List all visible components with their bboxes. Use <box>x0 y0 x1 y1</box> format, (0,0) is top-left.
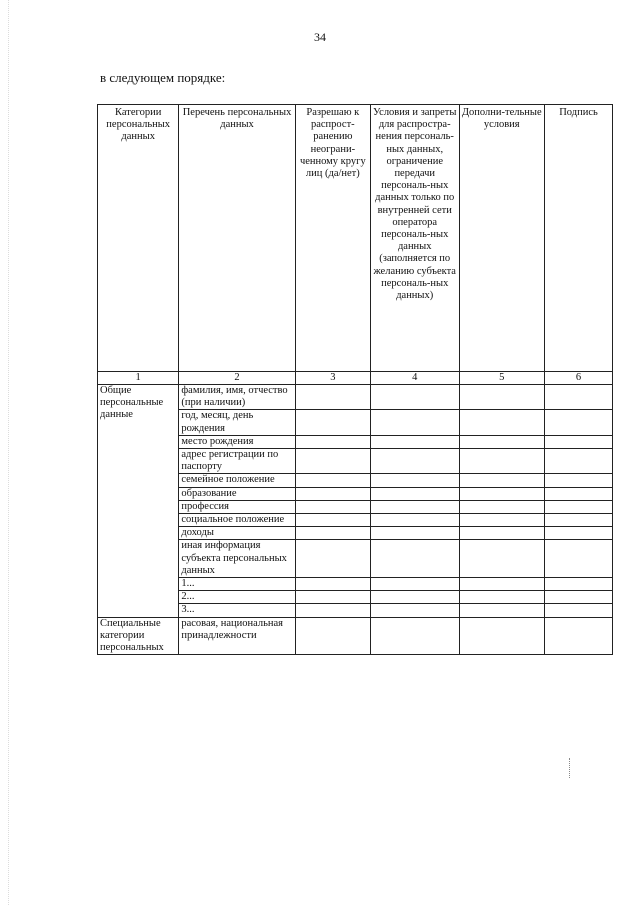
column-number: 2 <box>179 372 295 385</box>
conditions-cell[interactable] <box>370 449 459 474</box>
signature-cell[interactable] <box>544 591 612 604</box>
header-additional: Дополни-тельные условия <box>459 105 544 372</box>
permission-cell[interactable] <box>295 578 370 591</box>
table-row <box>98 385 613 410</box>
signature-cell[interactable] <box>544 410 612 435</box>
column-number: 3 <box>295 372 370 385</box>
page-number: 34 <box>314 30 326 44</box>
column-number: 6 <box>544 372 612 385</box>
additional-cell[interactable] <box>459 410 544 435</box>
data-item: иная информация субъекта персональных данных <box>179 540 295 578</box>
data-item: социальное положение <box>179 514 295 527</box>
additional-cell[interactable] <box>459 578 544 591</box>
table-row <box>98 617 613 655</box>
conditions-cell[interactable] <box>370 604 459 617</box>
permission-cell[interactable] <box>295 435 370 448</box>
header-list: Перечень персональных данных <box>179 105 295 372</box>
header-conditions: Условия и запреты для распростра-нения персональ-ных данных, ограничение передачи персональ-ных данных только по внутренней сети оператора персональ-ных данных (заполняется по желанию субъекта персональ-ных данных) <box>370 105 459 372</box>
conditions-cell[interactable] <box>370 527 459 540</box>
conditions-cell[interactable] <box>370 591 459 604</box>
additional-cell[interactable] <box>459 449 544 474</box>
category-general: Общие персональные данные <box>98 385 179 618</box>
permission-cell[interactable] <box>295 591 370 604</box>
conditions-cell[interactable] <box>370 540 459 578</box>
permission-cell[interactable] <box>295 500 370 513</box>
column-number: 5 <box>459 372 544 385</box>
permission-cell[interactable] <box>295 527 370 540</box>
signature-cell[interactable] <box>544 540 612 578</box>
signature-cell[interactable] <box>544 578 612 591</box>
additional-cell[interactable] <box>459 527 544 540</box>
additional-cell[interactable] <box>459 540 544 578</box>
additional-cell[interactable] <box>459 487 544 500</box>
additional-cell[interactable] <box>459 474 544 487</box>
conditions-cell[interactable] <box>370 500 459 513</box>
additional-cell[interactable] <box>459 514 544 527</box>
signature-cell[interactable] <box>544 385 612 410</box>
data-item: место рождения <box>179 435 295 448</box>
personal-data-table <box>97 104 613 655</box>
header-category: Категории персональных данных <box>98 105 179 372</box>
permission-cell[interactable] <box>295 474 370 487</box>
signature-cell[interactable] <box>544 487 612 500</box>
data-item: 3... <box>179 604 295 617</box>
permission-cell[interactable] <box>295 449 370 474</box>
conditions-cell[interactable] <box>370 617 459 655</box>
signature-cell[interactable] <box>544 449 612 474</box>
permission-cell[interactable] <box>295 487 370 500</box>
additional-cell[interactable] <box>459 591 544 604</box>
additional-cell[interactable] <box>459 385 544 410</box>
data-item: образование <box>179 487 295 500</box>
permission-cell[interactable] <box>295 604 370 617</box>
intro-text: в следующем порядке: <box>100 70 226 85</box>
permission-cell[interactable] <box>295 617 370 655</box>
data-item: семейное положение <box>179 474 295 487</box>
permission-cell[interactable] <box>295 410 370 435</box>
conditions-cell[interactable] <box>370 385 459 410</box>
column-number: 1 <box>98 372 179 385</box>
data-item: 2... <box>179 591 295 604</box>
scan-marks <box>569 758 572 778</box>
additional-cell[interactable] <box>459 617 544 655</box>
scan-margin-marks <box>8 0 11 905</box>
signature-cell[interactable] <box>544 527 612 540</box>
signature-cell[interactable] <box>544 617 612 655</box>
conditions-cell[interactable] <box>370 487 459 500</box>
signature-cell[interactable] <box>544 500 612 513</box>
conditions-cell[interactable] <box>370 474 459 487</box>
signature-cell[interactable] <box>544 474 612 487</box>
header-row <box>98 105 613 372</box>
column-numbers-row <box>98 372 613 385</box>
column-number: 4 <box>370 372 459 385</box>
data-item: профессия <box>179 500 295 513</box>
signature-cell[interactable] <box>544 514 612 527</box>
data-item: 1... <box>179 578 295 591</box>
signature-cell[interactable] <box>544 604 612 617</box>
header-signature: Подпись <box>544 105 612 372</box>
data-item: доходы <box>179 527 295 540</box>
conditions-cell[interactable] <box>370 514 459 527</box>
data-item: расовая, национальная принадлежности <box>179 617 295 655</box>
additional-cell[interactable] <box>459 604 544 617</box>
category-special: Специальные категории персональных <box>98 617 179 655</box>
conditions-cell[interactable] <box>370 410 459 435</box>
header-permission: Разрешаю к распрост-ранению неограни-ченному кругу лиц (да/нет) <box>295 105 370 372</box>
conditions-cell[interactable] <box>370 578 459 591</box>
permission-cell[interactable] <box>295 540 370 578</box>
conditions-cell[interactable] <box>370 435 459 448</box>
permission-cell[interactable] <box>295 385 370 410</box>
data-item: фамилия, имя, отчество (при наличии) <box>179 385 295 410</box>
permission-cell[interactable] <box>295 514 370 527</box>
data-item: адрес регистрации по паспорту <box>179 449 295 474</box>
additional-cell[interactable] <box>459 500 544 513</box>
additional-cell[interactable] <box>459 435 544 448</box>
data-item: год, месяц, день рождения <box>179 410 295 435</box>
signature-cell[interactable] <box>544 435 612 448</box>
